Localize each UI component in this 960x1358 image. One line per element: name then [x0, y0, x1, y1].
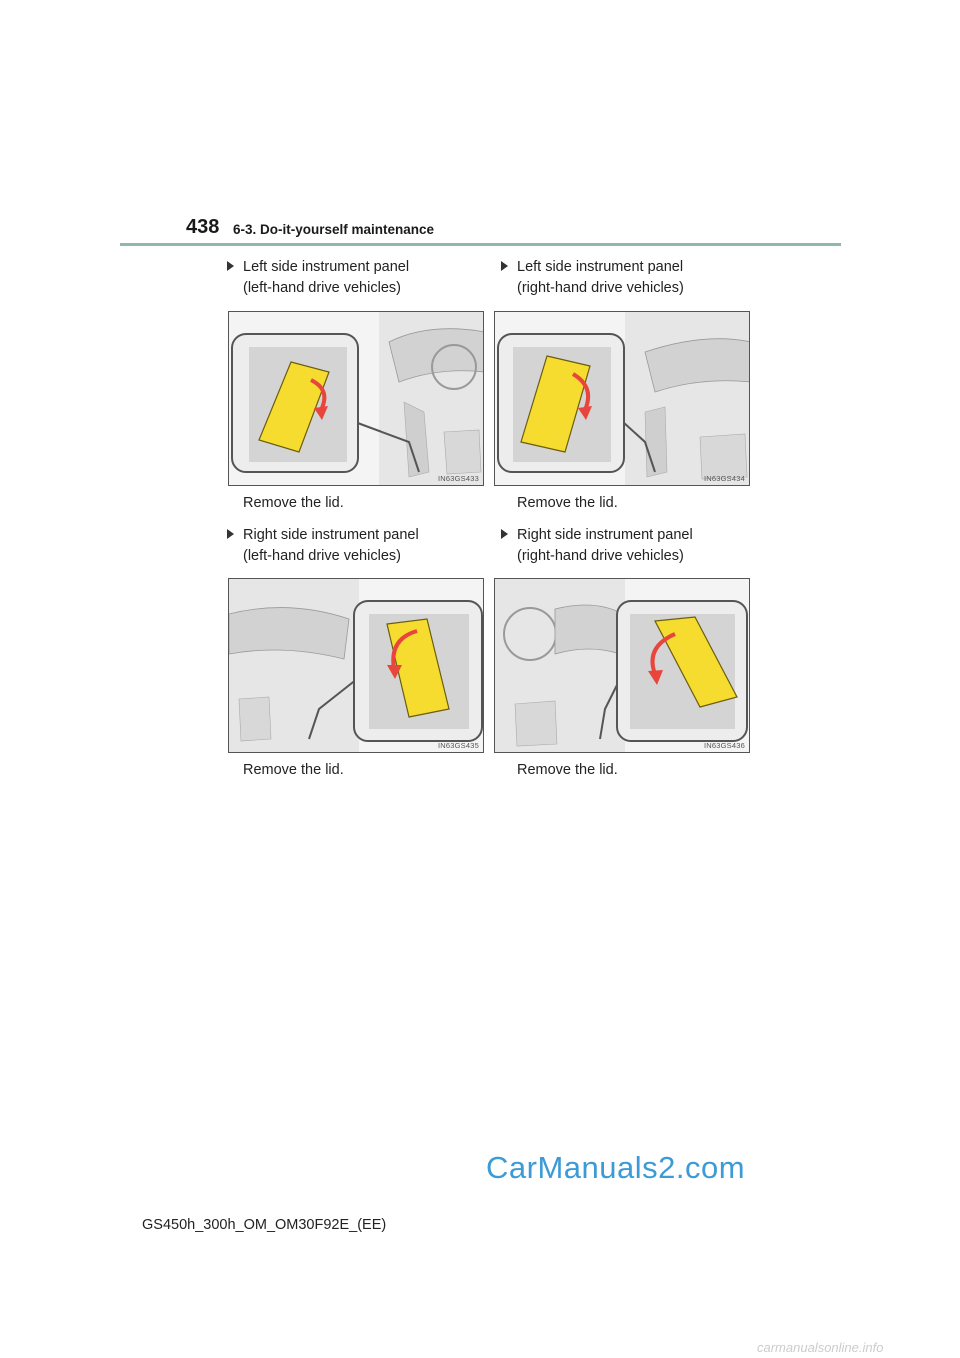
figure-2-note: Remove the lid. — [517, 495, 618, 511]
figure-2-caption — [517, 257, 684, 299]
section-title: 6-3. Do-it-yourself maintenance — [233, 222, 435, 237]
caption-line-1: Right side instrument panel — [243, 527, 419, 543]
figure-id: IN63GS436 — [704, 741, 745, 750]
caption-line-2: (left-hand drive vehicles) — [243, 548, 401, 564]
bullet-triangle-icon — [501, 261, 508, 271]
figure-1-note: Remove the lid. — [243, 495, 344, 511]
bullet-triangle-icon — [501, 529, 508, 539]
dashboard-illustration — [229, 579, 484, 753]
watermark-logo: CarManuals2.com — [486, 1150, 746, 1185]
dashboard-illustration — [495, 312, 750, 486]
figure-id: IN63GS435 — [438, 741, 479, 750]
caption-line-1: Left side instrument panel — [243, 259, 410, 275]
figure-3-note: Remove the lid. — [243, 762, 344, 778]
figure-1-caption — [243, 257, 409, 299]
figure-3-illustration — [228, 578, 484, 753]
figure-1-illustration — [228, 311, 484, 486]
figure-2-illustration — [494, 311, 750, 486]
site-watermark: carmanualsonline.info — [757, 1340, 884, 1355]
page-number: 438 — [186, 216, 220, 238]
figure-id: IN63GS434 — [704, 474, 745, 483]
caption-line-2: (left-hand drive vehicles) — [243, 280, 401, 296]
caption-line-1: Right side instrument panel — [517, 527, 693, 543]
document-code: GS450h_300h_OM_OM30F92E_(EE) — [142, 1217, 387, 1233]
figure-4-illustration — [494, 578, 750, 753]
bullet-triangle-icon — [227, 261, 234, 271]
figure-4-note: Remove the lid. — [517, 762, 618, 778]
bullet-triangle-icon — [227, 529, 234, 539]
caption-line-2: (right-hand drive vehicles) — [517, 280, 684, 296]
figure-id: IN63GS433 — [438, 474, 479, 483]
header-rule — [120, 243, 841, 246]
dashboard-illustration — [495, 579, 750, 753]
figure-4-caption — [517, 525, 693, 567]
dashboard-illustration — [229, 312, 484, 486]
caption-line-2: (right-hand drive vehicles) — [517, 548, 684, 564]
caption-line-1: Left side instrument panel — [517, 259, 684, 275]
figure-3-caption — [243, 525, 419, 567]
